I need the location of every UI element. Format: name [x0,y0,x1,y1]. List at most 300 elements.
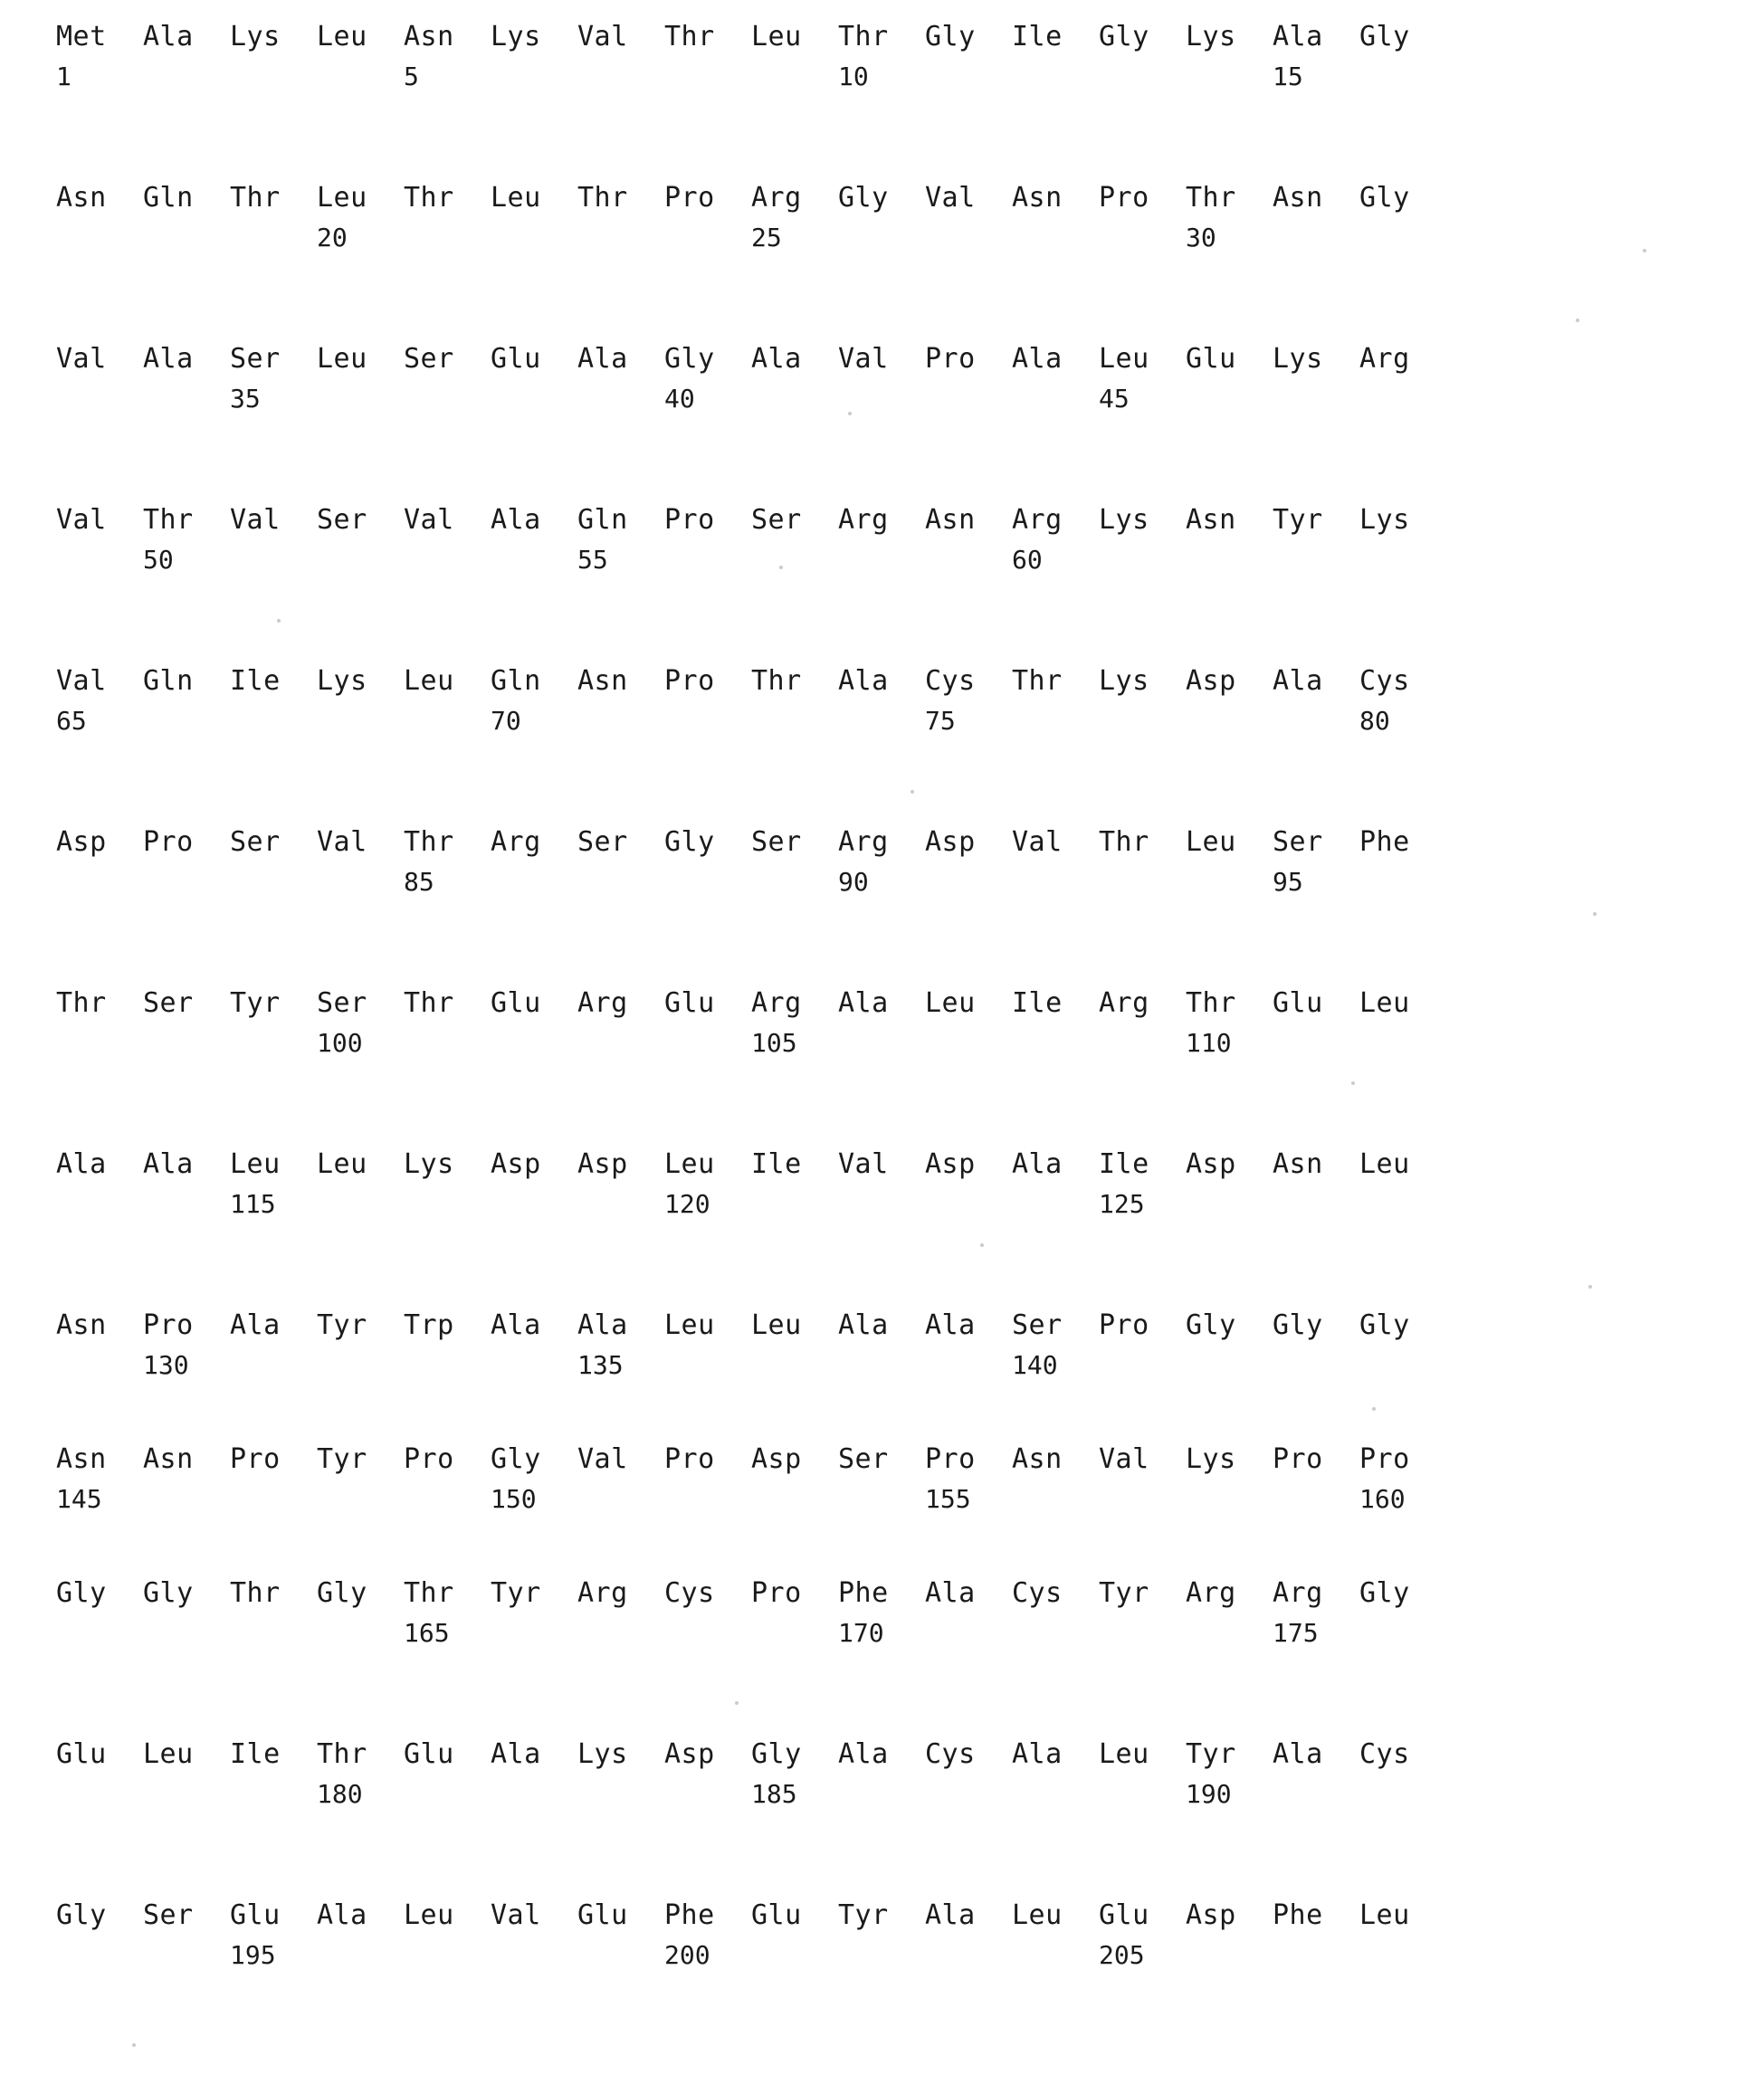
residue: Thr [664,21,715,52]
residue: Tyr [317,1443,367,1475]
residue: Thr [577,182,628,214]
residue: Gly [664,343,715,375]
residue-number-row [56,380,1764,418]
residue: Leu [317,182,367,214]
residue: Gln [143,665,194,697]
residue-number: 80 [1359,706,1390,736]
residue: Met [56,21,107,52]
residue-number: 205 [1099,1940,1145,1970]
residue-number: 190 [1186,1779,1232,1809]
residue-row [56,1734,1764,1775]
residue: Lys [1273,343,1323,375]
residue: Lys [230,21,281,52]
residue: Ala [1273,1738,1323,1770]
residue-number: 55 [577,545,608,575]
residue-row [56,1305,1764,1347]
residue: Asn [56,1443,107,1475]
sequence-line-block [56,1144,1764,1305]
residue: Pro [664,665,715,697]
residue-number: 35 [230,384,261,414]
residue: Ala [143,21,194,52]
residue: Leu [143,1738,194,1770]
scan-speck [1372,1407,1376,1411]
scan-speck [848,412,852,415]
residue-number: 25 [751,223,782,252]
sequence-line-block [56,1439,1764,1573]
residue-number-row [56,1614,1764,1652]
residue: Asp [925,1148,976,1180]
residue: Asp [577,1148,628,1180]
residue-number: 175 [1273,1618,1319,1648]
residue-number: 5 [404,62,419,91]
residue: Pro [143,1309,194,1341]
residue: Gly [1099,21,1149,52]
residue: Leu [1359,987,1410,1019]
residue: Gly [664,826,715,858]
residue: Tyr [1186,1738,1236,1770]
residue: Val [56,343,107,375]
residue-number: 50 [143,545,174,575]
residue-row [56,1895,1764,1937]
residue: Lys [317,665,367,697]
residue-number-row [56,1024,1764,1062]
residue: Ser [317,987,367,1019]
residue: Arg [577,1577,628,1609]
residue: Tyr [491,1577,541,1609]
residue: Ile [1012,21,1063,52]
residue: Ile [751,1148,802,1180]
residue-number: 185 [751,1779,797,1809]
residue: Leu [317,21,367,52]
residue-number-row [56,219,1764,257]
scan-speck [735,1701,739,1705]
residue: Pro [664,504,715,536]
residue: Ser [404,343,454,375]
residue: Leu [317,1148,367,1180]
residue: Ala [1012,343,1063,375]
residue: Arg [838,826,889,858]
residue: Ala [491,504,541,536]
residue-number: 120 [664,1189,710,1219]
residue: Ser [577,826,628,858]
residue: Val [838,343,889,375]
residue: Asn [577,665,628,697]
residue-number-row [56,1775,1764,1813]
residue: Asn [1273,1148,1323,1180]
residue: Arg [838,504,889,536]
residue: Ser [838,1443,889,1475]
residue: Pro [664,182,715,214]
residue: Tyr [230,987,281,1019]
residue: Gln [577,504,628,536]
residue: Cys [1012,1577,1063,1609]
residue: Asp [751,1443,802,1475]
residue: Thr [317,1738,367,1770]
residue-number: 85 [404,867,434,897]
residue: Thr [751,665,802,697]
residue: Arg [751,987,802,1019]
residue: Ser [230,343,281,375]
residue: Leu [1359,1148,1410,1180]
residue: Asp [1186,1899,1236,1931]
residue: Ala [925,1577,976,1609]
residue: Trp [404,1309,454,1341]
residue-number: 70 [491,706,521,736]
residue: Leu [1099,343,1149,375]
residue-row [56,822,1764,863]
residue-number: 145 [56,1484,102,1514]
residue: Gly [1359,1309,1410,1341]
residue: Leu [664,1309,715,1341]
residue: Leu [230,1148,281,1180]
residue: Ala [751,343,802,375]
residue: Ile [1012,987,1063,1019]
residue: Ser [230,826,281,858]
residue: Thr [404,987,454,1019]
residue-number: 20 [317,223,348,252]
residue: Gly [56,1577,107,1609]
residue-number: 40 [664,384,695,414]
residue: Asp [491,1148,541,1180]
residue: Ser [143,987,194,1019]
residue: Leu [751,1309,802,1341]
residue: Thr [1099,826,1149,858]
residue: Leu [404,1899,454,1931]
residue: Ala [838,665,889,697]
residue: Gly [1359,182,1410,214]
residue-number: 60 [1012,545,1043,575]
residue: Ile [230,665,281,697]
scan-speck [1643,249,1646,252]
residue: Pro [1099,182,1149,214]
residue: Arg [1359,343,1410,375]
residue: Asp [925,826,976,858]
sequence-line-block [56,1734,1764,1895]
residue-row [56,1144,1764,1185]
residue-number: 45 [1099,384,1130,414]
residue: Pro [925,1443,976,1475]
scan-speck [277,619,281,623]
residue: Gly [838,182,889,214]
residue: Thr [230,182,281,214]
residue: Val [925,182,976,214]
residue-number: 95 [1273,867,1303,897]
residue-number: 200 [664,1940,710,1970]
residue: Val [404,504,454,536]
residue: Lys [1186,1443,1236,1475]
residue: Ser [751,826,802,858]
residue-row [56,983,1764,1024]
residue-number: 30 [1186,223,1216,252]
residue-row [56,16,1764,58]
residue: Thr [404,826,454,858]
residue-number-row [56,863,1764,901]
scan-speck [779,566,783,569]
residue: Glu [1273,987,1323,1019]
residue: Tyr [1099,1577,1149,1609]
residue: Glu [491,343,541,375]
residue: Val [838,1148,889,1180]
residue: Leu [404,665,454,697]
residue: Thr [1186,987,1236,1019]
residue-number: 1 [56,62,72,91]
residue-number: 90 [838,867,869,897]
residue: Asp [1186,665,1236,697]
residue: Lys [404,1148,454,1180]
residue-number: 180 [317,1779,363,1809]
residue: Lys [1186,21,1236,52]
residue-row [56,661,1764,702]
residue: Ser [143,1899,194,1931]
sequence-line-block [56,16,1764,177]
residue: Gly [925,21,976,52]
residue: Pro [1099,1309,1149,1341]
residue: Val [1012,826,1063,858]
residue: Ser [751,504,802,536]
scan-speck [1588,1285,1592,1289]
residue: Val [317,826,367,858]
residue: Asn [1012,1443,1063,1475]
scan-speck [911,790,914,794]
residue: Asn [1186,504,1236,536]
residue-row [56,500,1764,541]
residue: Lys [1359,504,1410,536]
residue-number: 170 [838,1618,884,1648]
residue: Arg [751,182,802,214]
residue-number: 160 [1359,1484,1406,1514]
residue: Asn [404,21,454,52]
residue: Gly [1273,1309,1323,1341]
residue: Leu [751,21,802,52]
residue: Ala [1012,1738,1063,1770]
residue: Val [1099,1443,1149,1475]
sequence-line-block [56,983,1764,1144]
residue-number-row [56,1937,1764,1975]
residue-row [56,177,1764,219]
residue: Asn [925,504,976,536]
residue: Val [56,504,107,536]
residue: Glu [664,987,715,1019]
residue-row [56,1439,1764,1480]
residue: Gly [1186,1309,1236,1341]
residue: Gly [1359,1577,1410,1609]
residue: Tyr [317,1309,367,1341]
residue: Pro [143,826,194,858]
residue: Ala [925,1309,976,1341]
residue: Tyr [1273,504,1323,536]
residue-number: 195 [230,1940,276,1970]
residue-number-row [56,541,1764,579]
residue: Ala [56,1148,107,1180]
residue: Leu [664,1148,715,1180]
residue: Pro [751,1577,802,1609]
sequence-line-block [56,1305,1764,1439]
residue-number: 100 [317,1028,363,1058]
residue: Ala [491,1738,541,1770]
residue: Thr [143,504,194,536]
residue: Ala [1273,665,1323,697]
sequence-line-block [56,822,1764,983]
residue-number-row [56,1185,1764,1223]
residue: Asn [1273,182,1323,214]
residue-number-row [56,1480,1764,1518]
residue: Ala [577,1309,628,1341]
residue: Asp [1186,1148,1236,1180]
residue: Lys [577,1738,628,1770]
residue: Ala [838,1738,889,1770]
residue: Thr [404,182,454,214]
residue: Cys [925,665,976,697]
residue-number: 130 [143,1350,189,1380]
residue: Ser [317,504,367,536]
residue: Pro [925,343,976,375]
residue-number: 65 [56,706,87,736]
residue-row [56,338,1764,380]
residue: Ala [491,1309,541,1341]
residue: Thr [404,1577,454,1609]
residue: Leu [925,987,976,1019]
residue: Glu [1186,343,1236,375]
residue: Thr [1186,182,1236,214]
residue-number: 75 [925,706,956,736]
residue: Arg [1012,504,1063,536]
residue: Ala [143,343,194,375]
residue: Glu [577,1899,628,1931]
residue: Thr [230,1577,281,1609]
residue-number-row [56,1347,1764,1385]
residue: Asp [664,1738,715,1770]
residue: Val [56,665,107,697]
residue: Arg [1099,987,1149,1019]
residue: Pro [230,1443,281,1475]
scan-speck [1576,319,1579,322]
scan-speck [1593,912,1597,916]
residue: Cys [1359,665,1410,697]
scan-speck [1351,1081,1355,1085]
residue-number: 150 [491,1484,537,1514]
residue-number: 135 [577,1350,624,1380]
sequence-line-block [56,661,1764,822]
sequence-line-block [56,1895,1764,2056]
residue: Arg [1186,1577,1236,1609]
residue: Glu [1099,1899,1149,1931]
residue: Phe [838,1577,889,1609]
residue: Ser [1273,826,1323,858]
residue: Lys [491,21,541,52]
residue: Ala [838,1309,889,1341]
residue: Pro [404,1443,454,1475]
residue: Cys [664,1577,715,1609]
residue: Gln [491,665,541,697]
residue: Pro [1273,1443,1323,1475]
residue: Val [577,21,628,52]
residue: Tyr [838,1899,889,1931]
residue: Asn [56,182,107,214]
residue: Arg [1273,1577,1323,1609]
residue: Leu [317,343,367,375]
residue: Asn [1012,182,1063,214]
residue: Leu [1186,826,1236,858]
residue: Asp [56,826,107,858]
residue: Ala [230,1309,281,1341]
residue-number: 10 [838,62,869,91]
residue: Glu [491,987,541,1019]
residue: Gln [143,182,194,214]
scan-speck [980,1243,984,1247]
residue: Lys [1099,665,1149,697]
sequence-line-block [56,338,1764,500]
residue-number-row [56,702,1764,740]
residue: Lys [1099,504,1149,536]
residue: Ala [317,1899,367,1931]
residue: Cys [925,1738,976,1770]
residue: Gly [491,1443,541,1475]
residue: Leu [1359,1899,1410,1931]
residue: Ser [1012,1309,1063,1341]
residue: Ala [838,987,889,1019]
residue-number: 140 [1012,1350,1058,1380]
residue: Phe [1359,826,1410,858]
sequence-line-block [56,177,1764,338]
residue-number-row [56,58,1764,96]
residue: Glu [751,1899,802,1931]
residue: Ala [143,1148,194,1180]
residue-number: 125 [1099,1189,1145,1219]
residue: Ala [1273,21,1323,52]
residue: Leu [1099,1738,1149,1770]
residue: Gly [751,1738,802,1770]
residue: Glu [230,1899,281,1931]
residue: Arg [577,987,628,1019]
residue-row [56,1573,1764,1614]
residue: Thr [1012,665,1063,697]
residue: Arg [491,826,541,858]
residue: Leu [491,182,541,214]
sequence-line-block [56,500,1764,661]
residue: Cys [1359,1738,1410,1770]
residue: Asn [56,1309,107,1341]
residue-number: 105 [751,1028,797,1058]
residue: Ile [230,1738,281,1770]
residue: Ala [925,1899,976,1931]
residue: Val [577,1443,628,1475]
residue: Leu [1012,1899,1063,1931]
residue: Thr [838,21,889,52]
residue: Ala [577,343,628,375]
residue-number: 15 [1273,62,1303,91]
residue: Ile [1099,1148,1149,1180]
residue: Gly [56,1899,107,1931]
residue-number: 155 [925,1484,971,1514]
residue: Gly [1359,21,1410,52]
residue: Ala [1012,1148,1063,1180]
residue: Asn [143,1443,194,1475]
scan-speck [132,2043,136,2047]
residue: Phe [1273,1899,1323,1931]
residue-number: 165 [404,1618,450,1648]
residue: Thr [56,987,107,1019]
residue: Glu [404,1738,454,1770]
residue: Gly [317,1577,367,1609]
residue: Val [230,504,281,536]
residue: Pro [664,1443,715,1475]
residue-number: 110 [1186,1028,1232,1058]
residue: Gly [143,1577,194,1609]
residue: Pro [1359,1443,1410,1475]
residue: Glu [56,1738,107,1770]
residue: Phe [664,1899,715,1931]
residue-number: 115 [230,1189,276,1219]
